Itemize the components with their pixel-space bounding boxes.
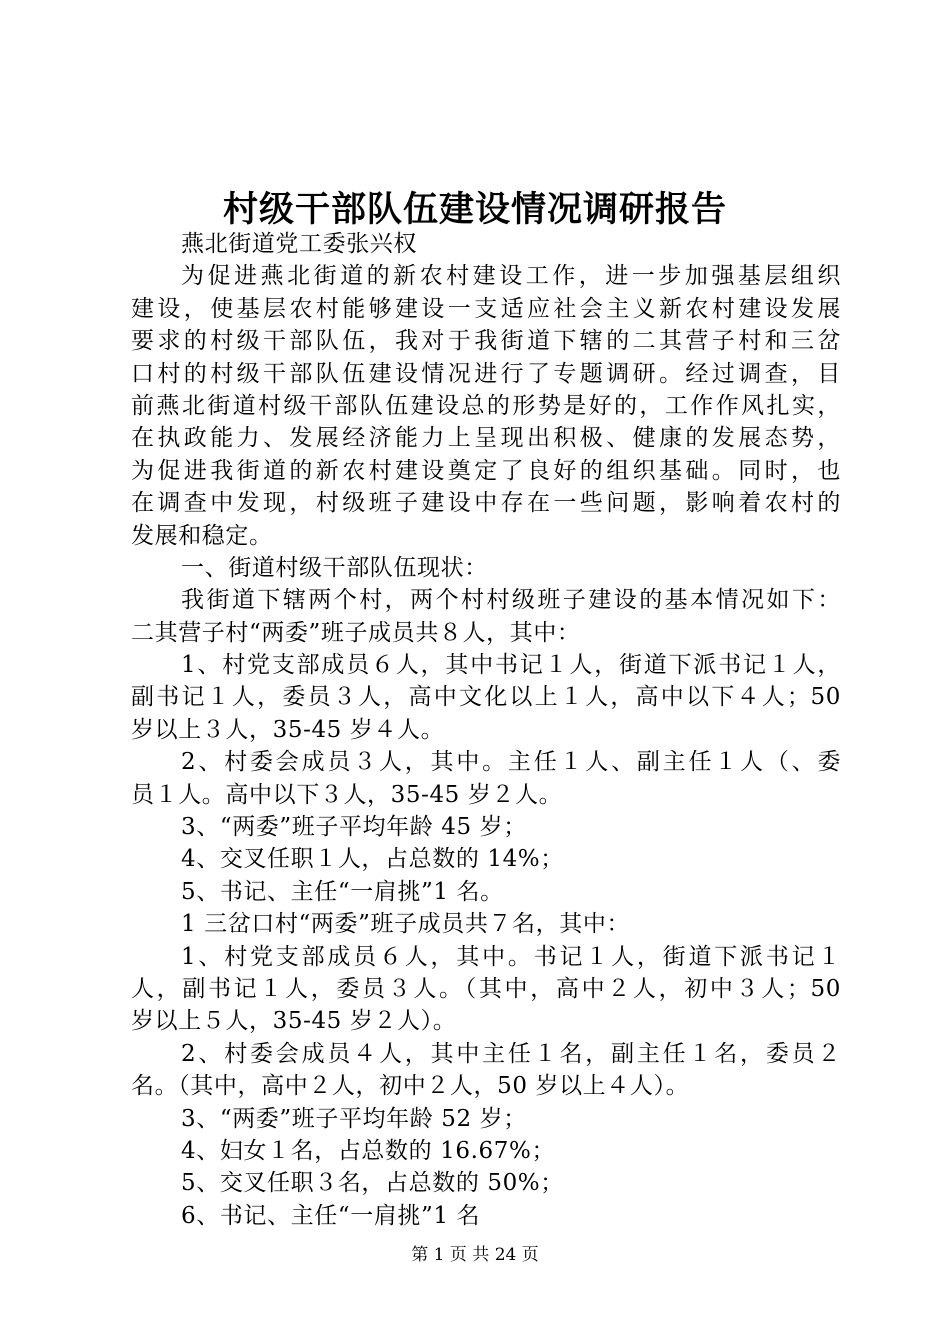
body-line: 1 三岔口村“两委”班子成员共７名，其中： <box>181 911 631 938</box>
body-line: 为促进我街道的新农村建设奠定了良好的组织基础。同时，也 <box>131 457 841 484</box>
document-title: 村级干部队伍建设情况调研报告 <box>222 189 727 230</box>
body-line: 为促进燕北街道的新农村建设工作，进一步加强基层组织 <box>181 263 841 290</box>
body-line: 4、交叉任职１人，占总数的 14%； <box>181 846 564 873</box>
body-line: 2、村委会成员３人，其中。主任１人、副主任１人（、委 <box>181 749 841 776</box>
body-line: 3、“两委”班子平均年龄 52 岁； <box>181 1105 527 1132</box>
body-line: 3、“两委”班子平均年龄 45 岁； <box>181 814 527 841</box>
body-line: 2、村委会成员４人，其中主任１名，副主任１名，委员２ <box>181 1040 841 1067</box>
body-line: 发展和稳定。 <box>131 522 273 549</box>
body-line: 一、街道村级干部队伍现状： <box>181 554 488 581</box>
body-line: 名。（其中，高中２人，初中２人，50 岁以上４人）。 <box>131 1073 690 1100</box>
body-line: 在调查中发现，村级班子建设中存在一些问题，影响着农村的 <box>131 490 841 517</box>
body-line: 员１人。高中以下３人，35-45 岁２人。 <box>131 781 563 808</box>
body-line: 1、村党支部成员６人，其中书记１人，街道下派书记１人， <box>181 652 841 679</box>
body-line: 岁以上３人，35-45 岁４人。 <box>131 716 445 743</box>
body-line: 6、书记、主任“一肩挑”1 名 <box>181 1202 481 1229</box>
body-line: 副书记１人，委员３人，高中文化以上１人，高中以下４人；50 <box>131 684 841 711</box>
body-line: 前燕北街道村级干部队伍建设总的形势是好的，工作作风扎实， <box>131 392 841 419</box>
body-line: 二其营子村“两委”班子成员共８人，其中： <box>131 619 581 646</box>
page-footer: 第 1 页 共 24 页 <box>411 1245 539 1265</box>
body-line: 人，副书记１人，委员３人。（其中，高中２人，初中３人；50 <box>131 975 841 1002</box>
body-line: 5、书记、主任“一肩挑”1 名。 <box>181 878 504 905</box>
body-line: 要求的村级干部队伍，我对于我街道下辖的二其营子村和三岔 <box>131 328 841 355</box>
body-line: 口村的村级干部队伍建设情况进行了专题调研。经过调查，目 <box>131 360 841 387</box>
body-line: 5、交叉任职３名，占总数的 50%； <box>181 1170 564 1197</box>
body-line: 建设，使基层农村能够建设一支适应社会主义新农村建设发展 <box>131 295 841 322</box>
body-line: 1、村党支部成员６人，其中。书记１人，街道下派书记１ <box>181 943 841 970</box>
body-line: 在执政能力、发展经济能力上呈现出积极、健康的发展态势， <box>131 425 841 452</box>
body-line: 4、妇女１名，占总数的 16.67%； <box>181 1137 556 1164</box>
body-line: 岁以上５人，35-45 岁２人）。 <box>131 1008 457 1035</box>
body-line: 我街道下辖两个村，两个村村级班子建设的基本情况如下： <box>181 587 841 614</box>
body-line: 燕北街道党工委张兴权 <box>181 231 417 257</box>
document-body <box>131 228 841 1232</box>
